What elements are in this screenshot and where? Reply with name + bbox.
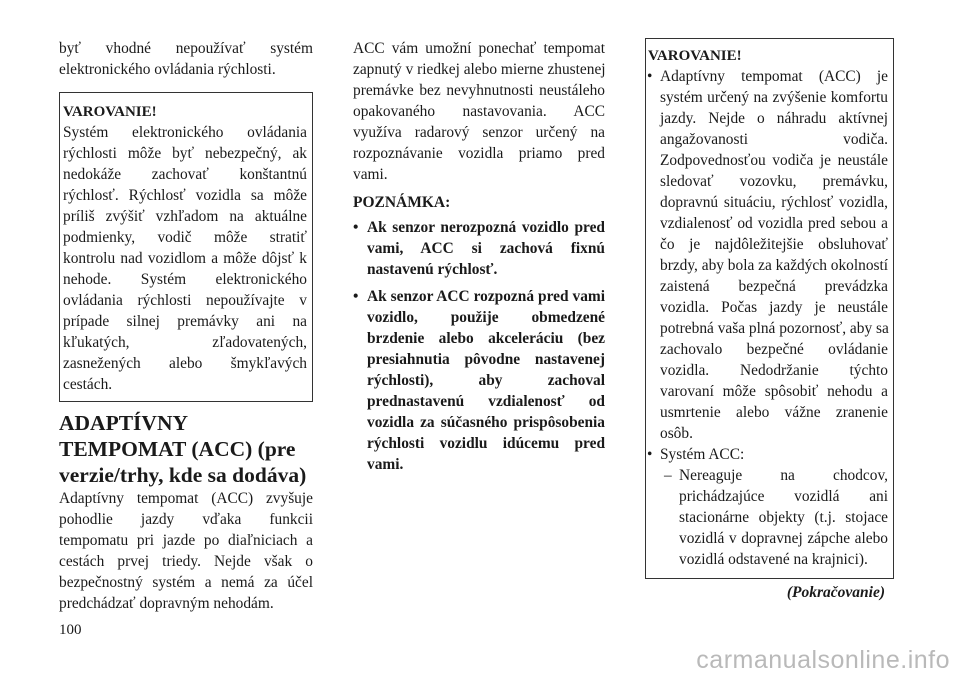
warning-line: dopravnú situáciu, rýchlosť vozidla, [660,194,888,211]
column-right [645,38,894,603]
warning-line: angažovanosti vodiča. [660,131,888,148]
warning-line: prípade silnej premávky ani na [63,313,307,330]
warning-line: cestách. [63,376,113,393]
warning-line: nehode. Systém elektronického [63,271,307,288]
warning-line: vozidla. Nedodržanie týchto [660,362,888,379]
warning-line: vzdialenosť od vozidla pred sebou a [660,215,888,232]
warning-line: zaistená bezpečná prevádzka [660,278,888,295]
subitem-line: stacionárne objekty (t.j. stojace [679,509,888,526]
warning-subitem [647,465,888,570]
warning-line: Systém elektronického ovládania [63,124,307,141]
warning-line: brzdy, aby bola za každých okolností [660,257,889,274]
dash-icon: – [664,467,672,484]
warning-text [63,122,307,395]
warning-item [647,66,888,444]
warning-line: kľukatých, zľadovatených, [63,334,307,351]
note-line: Ak senzor ACC rozpozná pred vami [367,288,605,305]
body-line: tempomatu pri jazde po diaľniciach a [59,532,313,549]
warning-item [647,444,888,465]
body-line: bezpečnostný systém a nemá za účel [59,574,313,591]
note-line: brzdenie alebo akceleráciu (bez [367,330,605,347]
warning-line: systém určený na zvýšenie komfortu [660,89,888,106]
warning-title: VAROVANIE! [648,48,742,64]
warning-line: podmienky, vodič môže stratiť [63,229,307,246]
warning-line: nedokáže zachovať konštantnú [63,166,307,183]
warning-line: varovaní môže spôsobiť nehodu a [660,383,888,400]
subitem-line: Nereaguje na chodcov, [679,467,888,484]
warning-line: rýchlosť. Rýchlosť vozidla sa môže [63,187,307,204]
acc-paragraph [353,38,605,185]
body-line: cestách prvej triedy. Nejde však o [59,553,313,570]
subitem-line: vozidlá odstavené na krajnici). [679,551,868,568]
note-item [353,217,605,280]
note-line: presiahnutia pôvodne nastavenej [367,351,605,368]
subitem-line: prichádzajúce vozidlá ani [679,488,888,505]
note-line: rýchlosti), aby zachoval [367,372,605,389]
warning-box-acc [645,38,894,579]
body-line: vami. [353,166,388,183]
warning-line: rýchlosti môže byť nebezpečný, ak [63,145,307,162]
warning-line: usmrtenie alebo vážne zranenie [660,404,888,421]
body-line: rozpoznávanie vozidla priamo pred [353,145,605,162]
heading-line: verzie/trhy, kde sa dodáva) [59,463,307,487]
note-line: vami. [367,456,404,473]
bullet-icon: • [647,68,653,85]
watermark: carmanualsonline.info [696,646,950,674]
note-line: rýchlosti vozidlu idúcemu pred [367,435,605,452]
warning-line: zasnežených alebo šmykľavých [63,355,307,372]
body-line: premávke bez nevyhnutnosti neustáleho [353,82,605,99]
warning-line: Systém ACC: [660,446,745,463]
warning-line: Adaptívny tempomat (ACC) je [660,68,888,85]
warning-line: potrebná vaša plná pozornosť, aby sa [660,320,889,337]
warning-line: kontrolu nad vozidlom a môže dôjsť k [63,250,307,267]
subitem-line: vozidlá v dopravnej zápche alebo [679,530,888,547]
column-left [59,38,313,614]
body-line: Adaptívny tempomat (ACC) zvyšuje [59,490,313,507]
bullet-icon: • [353,288,359,305]
note-line: prednastavenú vzdialenosť od [367,393,605,410]
section-heading [59,410,313,488]
warning-line: ovládania rýchlosti nepoužívajte v [63,292,307,309]
continued-label: (Pokračovanie) [786,584,885,601]
intro-line: byť vhodné nepoužívať systém [59,40,313,57]
warning-line: Zodpovednosťou vodiča je neustále [660,152,888,169]
warning-line: čo je najdôležitejšie obsluhovať [660,236,888,253]
body-line: ACC vám umožní ponechať tempomat [353,40,605,57]
body-line: predchádzať dopravným nehodám. [59,595,274,612]
warning-line: osôb. [660,425,693,442]
note-item [353,286,605,475]
note-line: vozidla za súčasného prispôsobenia [367,414,605,431]
intro-paragraph [59,38,313,80]
body-line: opakovaného nastavovania. ACC [353,103,605,120]
note-line: Ak senzor nerozpozná vozidlo pred [367,219,605,236]
warning-line: príliš zvýšiť vzhľadom na aktuálne [63,208,307,225]
heading-line: TEMPOMAT (ACC) (pre [59,437,296,461]
column-middle [353,38,605,481]
note-line: nastavenú rýchlosť. [367,261,498,278]
note-list [353,217,605,475]
note-line: vozidlo, použije obmedzené [367,309,605,326]
warning-line: vozidla. Počas jazdy je neustále [660,299,888,316]
intro-line: elektronického ovládania rýchlosti. [59,61,276,78]
warning-box-speed-control [59,92,313,402]
note-title: POZNÁMKA: [353,194,451,211]
heading-line: ADAPTÍVNY [59,411,188,435]
bullet-icon: • [647,446,653,463]
warning-line: zachovalo bezpečné ovládanie [660,341,888,358]
page-number: 100 [59,622,82,638]
body-line: využíva radarový senzor určený na [353,124,605,141]
body-line: zapnutý v riedkej alebo mierne zhustenej [353,61,606,78]
note-line: vami, ACC si zachová fixnú [367,240,605,257]
body-line: pohodlie jazdy vďaka funkcii [59,511,313,528]
warning-line: sledovať vozovku, premávku, [660,173,888,190]
warning-title: VAROVANIE! [63,104,157,120]
bullet-icon: • [353,219,359,236]
section-body [59,488,313,614]
warning-line: jazdy. Nejde o náhradu aktívnej [660,110,888,127]
